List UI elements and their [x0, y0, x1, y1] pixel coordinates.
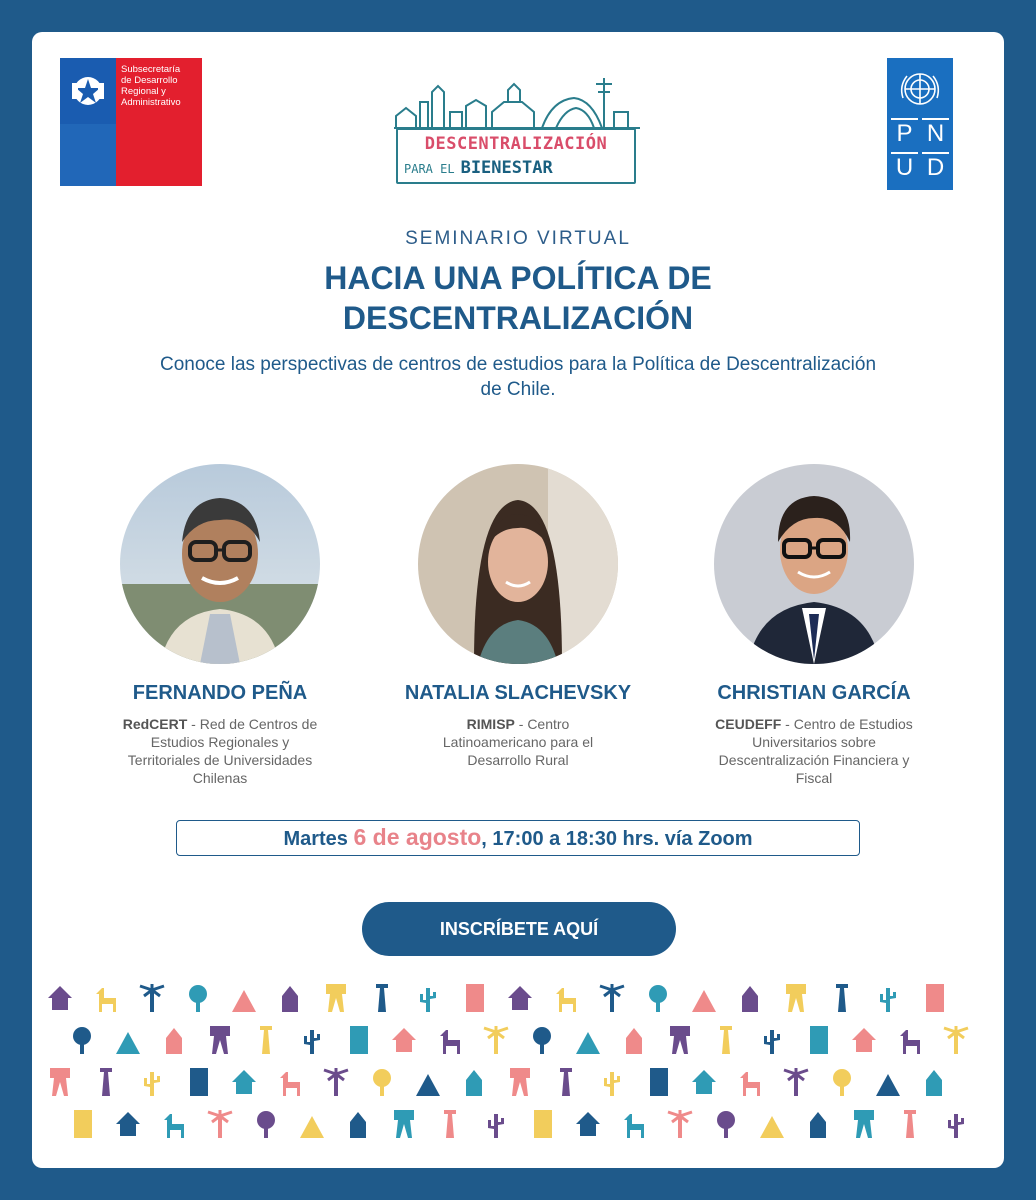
pattern-lighthouse-icon — [560, 1068, 572, 1096]
pattern-palm-icon — [140, 984, 164, 1012]
pattern-building-icon — [466, 984, 484, 1012]
speaker-affiliation — [684, 715, 944, 787]
pattern-cactus-icon — [948, 1114, 964, 1138]
pattern-tower-icon — [854, 1110, 874, 1138]
event-time-platform: , 17:00 a 18:30 hrs. vía Zoom — [481, 828, 753, 850]
gobierno-chile-logo — [60, 58, 202, 186]
pattern-church-icon — [350, 1112, 366, 1138]
pnud-letter: N — [922, 118, 949, 148]
pattern-house-icon — [576, 1112, 600, 1136]
pattern-tent-icon — [760, 1116, 784, 1138]
pattern-tree-icon — [373, 1069, 391, 1096]
pattern-tent-icon — [416, 1074, 440, 1096]
pattern-tent-icon — [692, 990, 716, 1012]
pattern-cactus-icon — [144, 1072, 160, 1096]
pattern-building-icon — [74, 1110, 92, 1138]
pattern-house-icon — [48, 986, 72, 1010]
speaker-card — [388, 464, 648, 769]
event-description: Conoce las perspectivas de centros de estudios para la Política de Descentralización de Chile. — [159, 354, 877, 400]
pattern-cactus-icon — [880, 988, 896, 1012]
pattern-llama-icon — [280, 1072, 300, 1096]
pattern-tent-icon — [576, 1032, 600, 1054]
page-title — [32, 258, 1004, 338]
pattern-tree-icon — [717, 1111, 735, 1138]
pattern-lighthouse-icon — [444, 1110, 456, 1138]
pattern-house-icon — [692, 1070, 716, 1094]
speaker-photo — [120, 464, 320, 664]
pattern-llama-icon — [440, 1030, 460, 1054]
pattern-cactus-icon — [604, 1072, 620, 1096]
speaker-org: RIMISP — [466, 716, 515, 732]
pattern-tent-icon — [876, 1074, 900, 1096]
pattern-house-icon — [232, 1070, 256, 1094]
pattern-lighthouse-icon — [376, 984, 388, 1012]
event-datetime — [176, 820, 860, 856]
pattern-tree-icon — [649, 985, 667, 1012]
speaker-name: CHRISTIAN GARCÍA — [717, 682, 911, 704]
pattern-cactus-icon — [488, 1114, 504, 1138]
pattern-house-icon — [852, 1028, 876, 1052]
pnud-letter: P — [891, 118, 918, 148]
pattern-building-icon — [650, 1068, 668, 1096]
pattern-church-icon — [926, 1070, 942, 1096]
pattern-llama-icon — [164, 1114, 184, 1138]
pattern-llama-icon — [624, 1114, 644, 1138]
speaker-name: NATALIA SLACHEVSKY — [404, 682, 632, 704]
speaker-card — [684, 464, 944, 787]
pattern-palm-icon — [668, 1110, 692, 1138]
pattern-palm-icon — [484, 1026, 508, 1054]
pattern-church-icon — [810, 1112, 826, 1138]
logo-line-2-emphasis: BIENESTAR — [460, 158, 553, 178]
speaker-card — [90, 464, 350, 787]
pattern-church-icon — [626, 1028, 642, 1054]
pattern-tent-icon — [300, 1116, 324, 1138]
gov-logo-line: de Desarrollo — [121, 75, 178, 86]
speaker-org-desc: - Centro de Estudios Universitarios sobre Descentralización Financiera y Fiscal — [718, 716, 913, 786]
pattern-tower-icon — [326, 984, 346, 1012]
pattern-tree-icon — [833, 1069, 851, 1096]
title-line: HACIA UNA POLÍTICA DE — [324, 260, 712, 296]
skyline-icon — [392, 72, 644, 132]
speaker-name: FERNANDO PEÑA — [132, 682, 308, 704]
pattern-llama-icon — [96, 988, 116, 1012]
pattern-church-icon — [742, 986, 758, 1012]
un-emblem-icon — [895, 64, 945, 114]
pattern-tower-icon — [510, 1068, 530, 1096]
pattern-tower-icon — [50, 1068, 70, 1096]
pattern-tree-icon — [533, 1027, 551, 1054]
pattern-lighthouse-icon — [836, 984, 848, 1012]
pattern-church-icon — [466, 1070, 482, 1096]
event-date: 6 de agosto — [353, 824, 482, 850]
register-button[interactable]: INSCRÍBETE AQUÍ — [362, 902, 676, 956]
pattern-lighthouse-icon — [720, 1026, 732, 1054]
pattern-building-icon — [926, 984, 944, 1012]
pattern-house-icon — [508, 986, 532, 1010]
pnud-logo — [887, 58, 953, 190]
pattern-building-icon — [350, 1026, 368, 1054]
pnud-letter: D — [922, 152, 949, 182]
pattern-cactus-icon — [420, 988, 436, 1012]
pattern-tree-icon — [73, 1027, 91, 1054]
speaker-photo — [714, 464, 914, 664]
speaker-org-desc: - Red de Centros de Estudios Regionales y Territoriales de Universidades Chilenas — [127, 716, 318, 786]
pattern-tower-icon — [786, 984, 806, 1012]
gov-logo-line: Administrativo — [121, 97, 181, 108]
pattern-palm-icon — [944, 1026, 968, 1054]
pattern-llama-icon — [900, 1030, 920, 1054]
speaker-org: RedCERT — [122, 716, 188, 732]
invitation-card — [32, 32, 1004, 1168]
logo-line-1: DESCENTRALIZACIÓN — [424, 134, 608, 154]
pattern-palm-icon — [784, 1068, 808, 1096]
gov-logo-line: Subsecretaría — [121, 64, 181, 75]
speaker-affiliation — [388, 715, 648, 769]
pattern-building-icon — [190, 1068, 208, 1096]
pattern-building-icon — [810, 1026, 828, 1054]
title-line: DESCENTRALIZACIÓN — [342, 300, 694, 336]
pattern-palm-icon — [324, 1068, 348, 1096]
pattern-llama-icon — [740, 1072, 760, 1096]
gov-logo-line: Regional y — [121, 86, 166, 97]
speaker-photo — [418, 464, 618, 664]
pnud-letter: U — [891, 152, 918, 182]
pattern-tent-icon — [116, 1032, 140, 1054]
coat-of-arms-icon — [66, 69, 110, 113]
pattern-tree-icon — [189, 985, 207, 1012]
pattern-house-icon — [116, 1112, 140, 1136]
speaker-affiliation — [90, 715, 350, 787]
pattern-church-icon — [166, 1028, 182, 1054]
logo-line-2 — [404, 158, 628, 178]
decorative-pattern — [48, 978, 988, 1154]
pattern-llama-icon — [556, 988, 576, 1012]
pattern-lighthouse-icon — [260, 1026, 272, 1054]
speaker-org-desc: - Centro Latinoamericano para el Desarrollo Rural — [442, 716, 594, 768]
pattern-house-icon — [392, 1028, 416, 1052]
pattern-cactus-icon — [764, 1030, 780, 1054]
pattern-lighthouse-icon — [904, 1110, 916, 1138]
pattern-building-icon — [534, 1110, 552, 1138]
pattern-cactus-icon — [304, 1030, 320, 1054]
logo-line-2-prefix: PARA EL — [404, 162, 455, 176]
pattern-palm-icon — [600, 984, 624, 1012]
pattern-lighthouse-icon — [100, 1068, 112, 1096]
speaker-org: CEUDEFF — [715, 716, 782, 732]
event-day: Martes — [283, 828, 354, 850]
pattern-tower-icon — [210, 1026, 230, 1054]
descentralizacion-logo — [392, 72, 644, 190]
pattern-palm-icon — [208, 1110, 232, 1138]
pattern-tower-icon — [394, 1110, 414, 1138]
pattern-tent-icon — [232, 990, 256, 1012]
event-type: SEMINARIO VIRTUAL — [405, 228, 631, 249]
pattern-tree-icon — [257, 1111, 275, 1138]
pattern-tower-icon — [670, 1026, 690, 1054]
pattern-church-icon — [282, 986, 298, 1012]
